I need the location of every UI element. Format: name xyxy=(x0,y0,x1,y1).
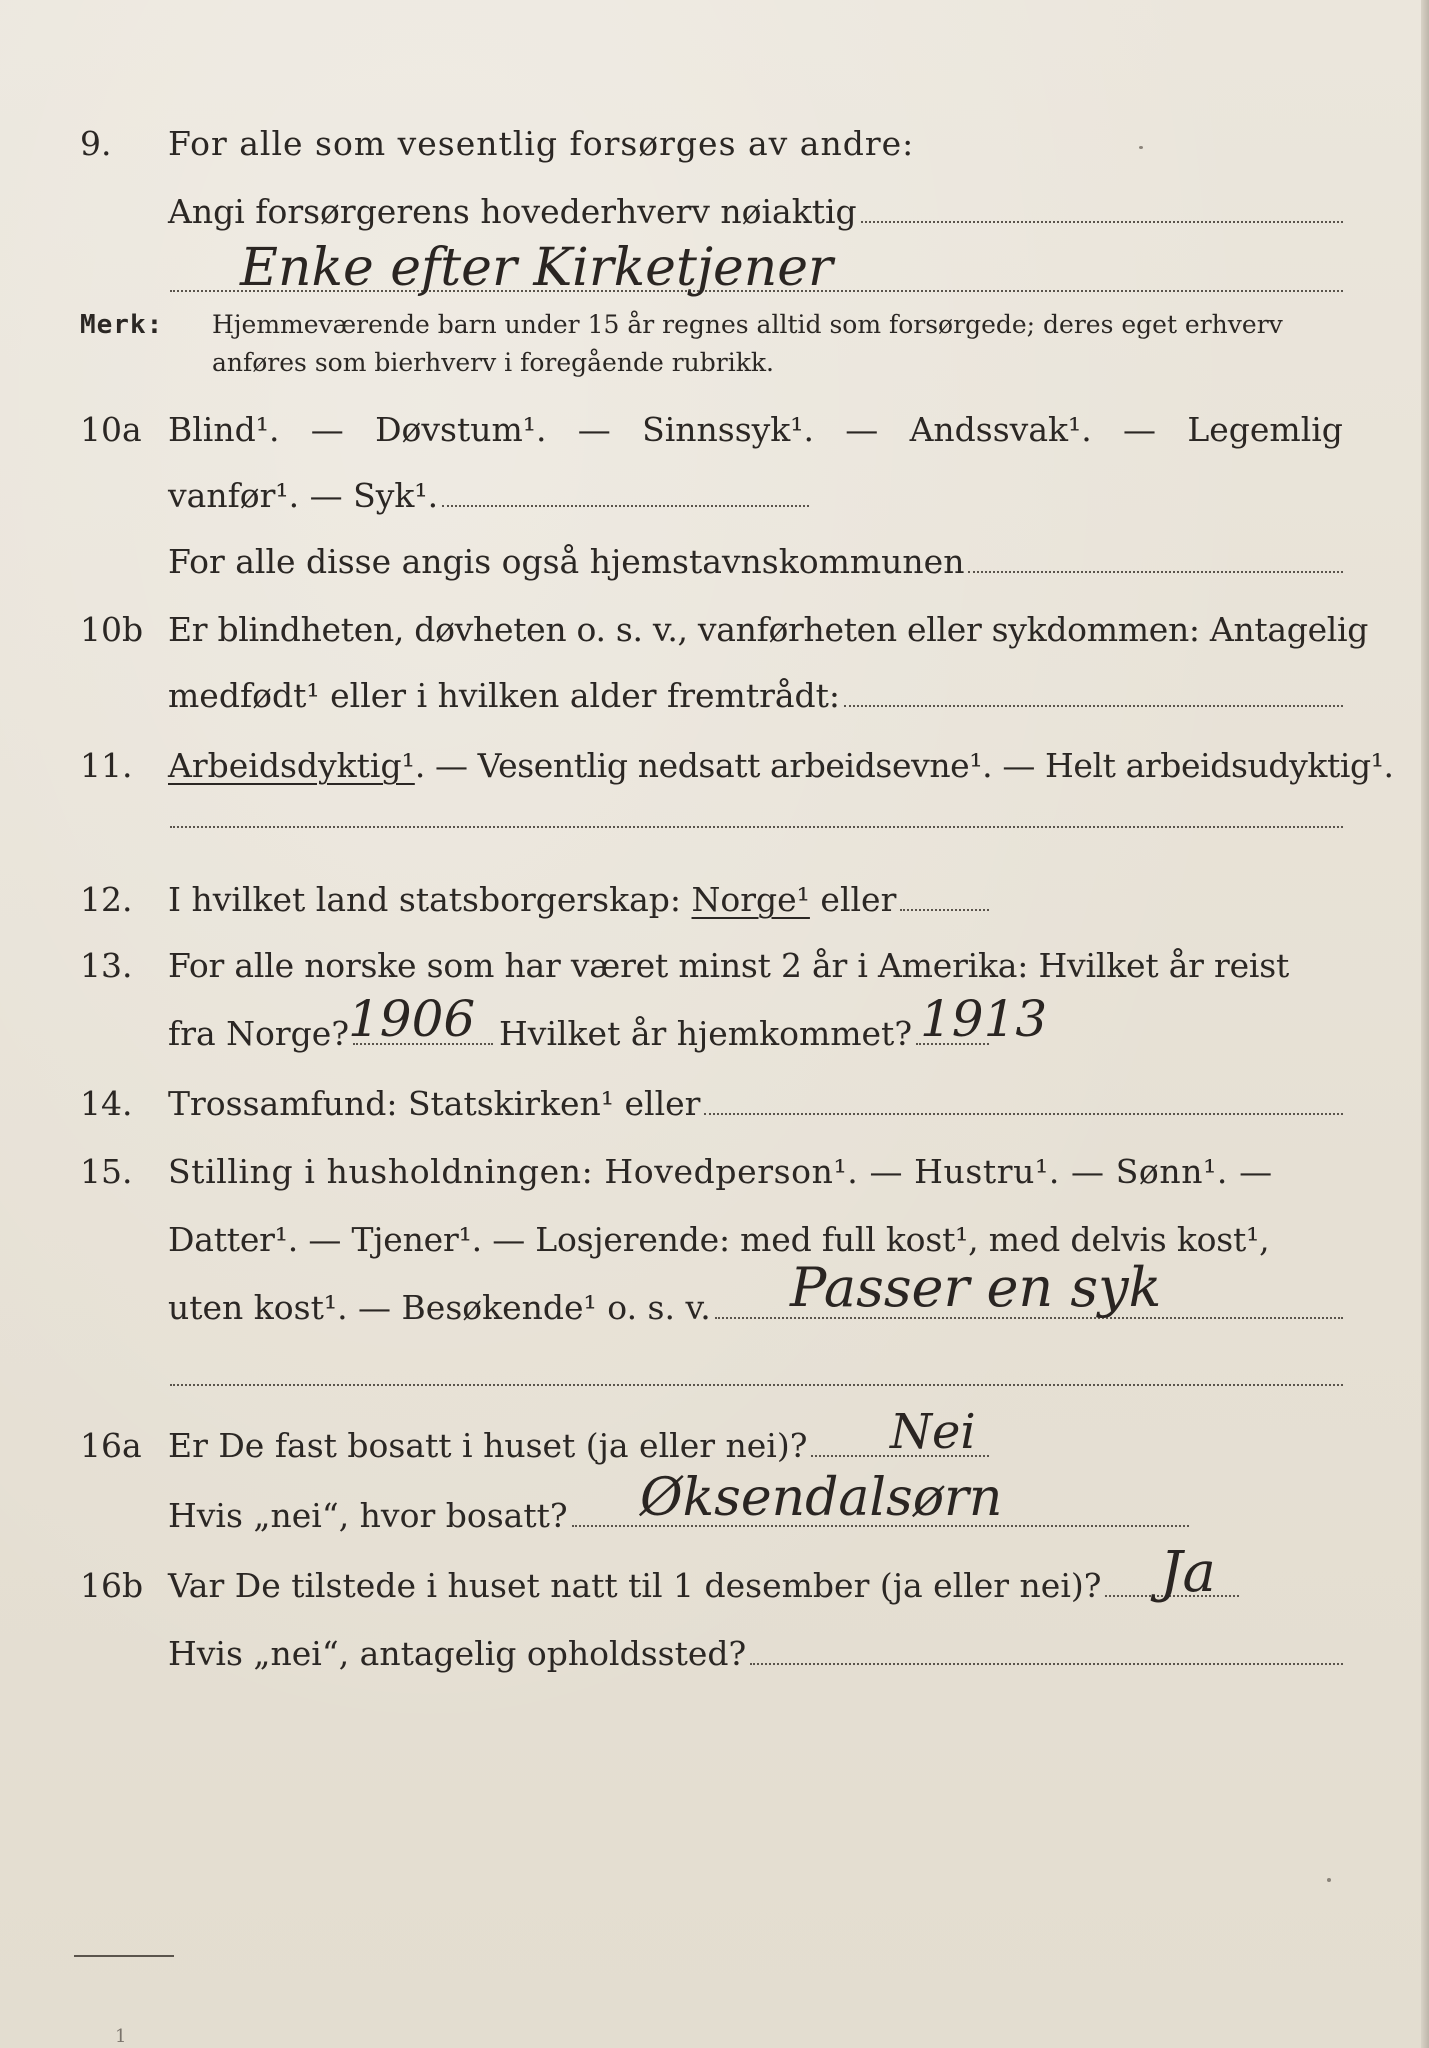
q16a-handwritten-bosatt: Øksendalsørn xyxy=(640,1468,1003,1528)
q14-number: 14. xyxy=(80,1084,133,1123)
q15-line1: Stilling i husholdningen: Hovedperson¹. — Hustru¹. — Sønn¹. — xyxy=(168,1152,1273,1191)
q10a-vanfor-syk: vanfør¹. — Syk¹. xyxy=(168,476,439,515)
q10b-medfodt-label: medfødt¹ eller i hvilken alder fremtrådt: xyxy=(168,676,841,715)
q15-number: 15. xyxy=(80,1152,133,1191)
q10a-row3 xyxy=(0,536,1429,588)
q10b-row1 xyxy=(0,604,1429,656)
q10a-options xyxy=(168,404,1343,456)
q10a-option: Andssvak¹. xyxy=(909,410,1092,449)
q16b-handwritten-answer: Ja xyxy=(1160,1540,1216,1605)
q10a-dash: — xyxy=(310,410,344,449)
q10a-option: Legemlig xyxy=(1187,410,1343,449)
q15-handwritten-answer: Passer en syk xyxy=(790,1256,1162,1319)
q11-number: 11. xyxy=(80,746,133,785)
q13-row2 xyxy=(0,1008,1429,1060)
paper-speck xyxy=(1327,1878,1331,1882)
q10a-hjemstavn-fill[interactable] xyxy=(968,571,1343,573)
q10a-number: 10a xyxy=(80,410,142,449)
q10a-row1 xyxy=(0,404,1429,456)
q10a-row2 xyxy=(0,470,1429,522)
q16b-opholdssted-label: Hvis „nei“, antagelig opholdssted? xyxy=(168,1634,747,1673)
q10b-number: 10b xyxy=(80,610,144,649)
q13-row1 xyxy=(0,940,1429,992)
q14-question: Trossamfund: Statskirken¹ eller xyxy=(168,1084,701,1123)
q9-row1 xyxy=(0,118,1429,170)
q10a-dash: — xyxy=(577,410,611,449)
q16a-question: Er De fast bosatt i huset (ja eller nei)? xyxy=(168,1426,808,1465)
q10a-dash: — xyxy=(1123,410,1157,449)
q16b-number: 16b xyxy=(80,1566,144,1605)
q10b-alder-fill[interactable] xyxy=(844,705,1343,707)
q12-number: 12. xyxy=(80,880,133,919)
q15-line2: Datter¹. — Tjener¹. — Losjerende: med full kost¹, med delvis kost¹, xyxy=(168,1220,1270,1259)
q13-number: 13. xyxy=(80,946,133,985)
q13-question: For alle norske som har været minst 2 år i Amerika: Hvilket år reist xyxy=(168,946,1290,985)
q11-row xyxy=(0,740,1429,792)
q9-occupation-label: Angi forsørgerens hovederhverv nøiaktig xyxy=(168,192,857,231)
q10a-option: Sinnssyk¹. xyxy=(642,410,814,449)
q9-question: For alle som vesentlig forsørges av andre: xyxy=(168,124,915,163)
q16b-opholdssted-fill[interactable] xyxy=(750,1663,1343,1665)
q13-hjemkommet-label: Hvilket år hjemkommet? xyxy=(499,1014,913,1053)
q12-eller: eller xyxy=(809,880,897,919)
q9-number: 9. xyxy=(80,124,112,163)
q16a-row1 xyxy=(0,1420,1429,1472)
footnote-rule xyxy=(74,1955,174,1957)
q15-row2 xyxy=(0,1214,1429,1266)
q10a-option: Døvstum¹. xyxy=(375,410,547,449)
paper-speck xyxy=(1139,146,1143,149)
q10b-row2 xyxy=(0,670,1429,722)
q12-norge-underlined: Norge¹ xyxy=(691,880,810,919)
q10b-question: Er blindheten, døvheten o. s. v., vanførheten eller sykdommen: Antagelig xyxy=(168,610,1369,649)
q10a-option: Blind¹. xyxy=(168,410,280,449)
q13-reist-label: fra Norge? xyxy=(168,1014,350,1053)
q9-row2 xyxy=(0,186,1429,238)
q11-arbeidsdyktig-underlined: Arbeidsdyktig¹ xyxy=(168,746,415,785)
merk-line1: Hjemmeværende barn under 15 år regnes alltid som forsørgede; deres eget erhverv xyxy=(212,310,1283,339)
merk-line2: anføres som bierhverv i foregående rubrikk. xyxy=(212,348,774,377)
q11-answer-line[interactable] xyxy=(170,826,1343,828)
q10a-syk-fill[interactable] xyxy=(442,505,809,507)
q14-trossamfund-fill[interactable] xyxy=(704,1113,1343,1115)
q11-other-options: . — Vesentlig nedsatt arbeidsevne¹. — Helt arbeidsudyktig¹. xyxy=(414,746,1394,785)
q9-handwritten-answer: Enke efter Kirketjener xyxy=(240,238,833,298)
q13-handwritten-hjemkommet: 1913 xyxy=(920,990,1048,1048)
q14-row xyxy=(0,1078,1429,1130)
q16a-number: 16a xyxy=(80,1426,142,1465)
q10a-hjemstavn-label: For alle disse angis også hjemstavnskommunen xyxy=(168,542,965,581)
q16a-bosatt-label: Hvis „nei“, hvor bosatt? xyxy=(168,1496,568,1535)
q15-line3: uten kost¹. — Besøkende¹ o. s. v. xyxy=(168,1288,711,1327)
q15-row3 xyxy=(0,1282,1429,1334)
q12-country-fill[interactable] xyxy=(900,909,989,911)
merk-label: Merk: xyxy=(80,310,164,340)
q16b-question: Var De tilstede i huset natt til 1 desember (ja eller nei)? xyxy=(168,1566,1102,1605)
q13-handwritten-reist: 1906 xyxy=(348,990,476,1048)
q16b-row2 xyxy=(0,1628,1429,1680)
q12-row xyxy=(0,874,1429,926)
q15-answer-line[interactable] xyxy=(170,1384,1343,1386)
q9-occupation-fill[interactable] xyxy=(861,221,1343,223)
footnote-number: 1 xyxy=(115,2026,127,2047)
q15-row1 xyxy=(0,1146,1429,1198)
q12-question: I hvilket land statsborgerskap: xyxy=(168,880,682,919)
q10a-dash: — xyxy=(845,410,879,449)
q16a-handwritten-answer: Nei xyxy=(890,1404,976,1460)
